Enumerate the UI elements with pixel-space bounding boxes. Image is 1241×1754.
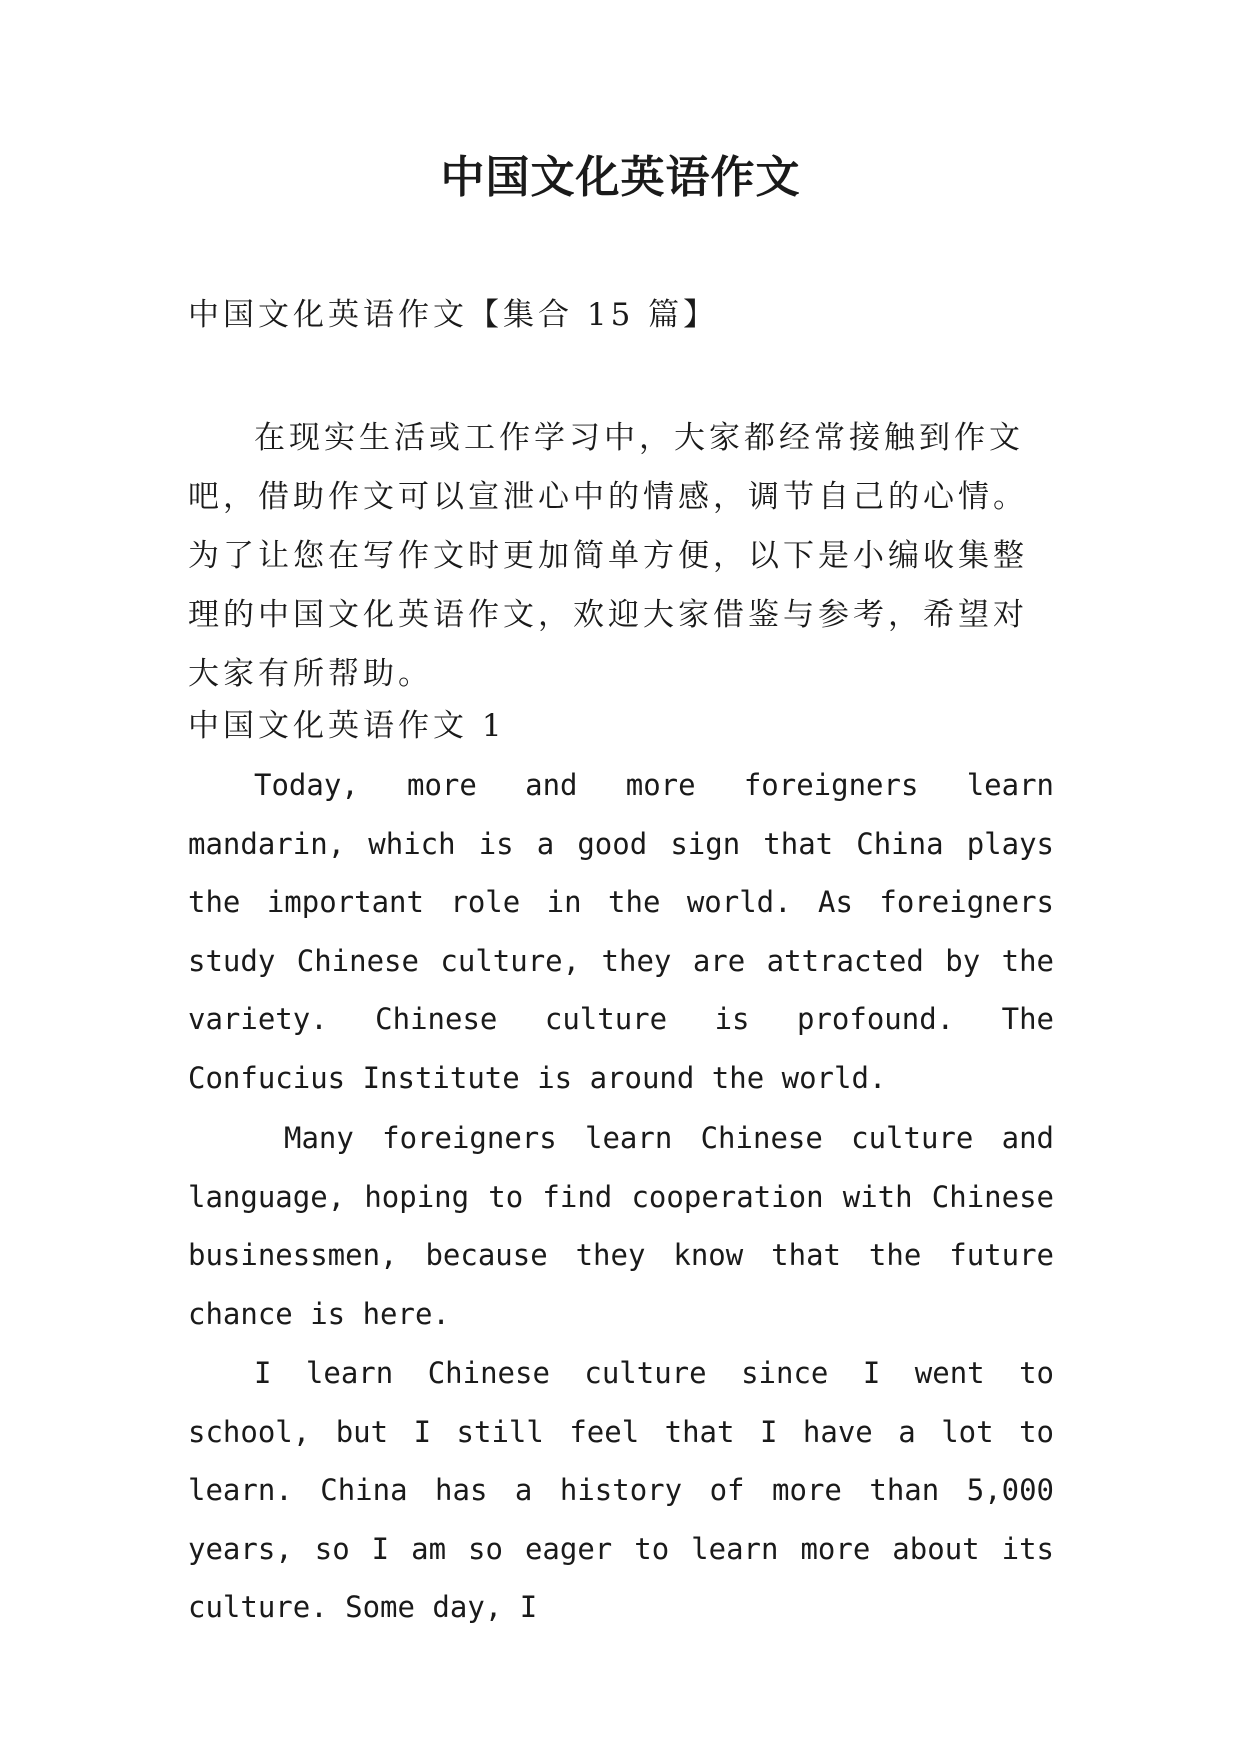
essay-paragraph-3: I learn Chinese culture since I went to school, but I still feel that I have a lot to learn. China has a history of more than 5,000 years, so I am so eager to learn more about its culture. Some day, I — [188, 1356, 1054, 1624]
section-heading: 中国文化英语作文 1 — [188, 708, 506, 744]
essay-paragraph-1: Today, more and more foreigners learn mandarin, which is a good sign that China plays the important role in the world. As foreigners study Chinese culture, they are attracted by the variety. Chinese culture is profound. The Confucius Institute is around the world. — [188, 768, 1054, 1095]
essay-paragraph-2: Many foreigners learn Chinese culture and language, hoping to find cooperation with Chinese businessmen, because they know that the future chance is here. — [188, 1121, 1054, 1331]
intro-paragraph: 在现实生活或工作学习中，大家都经常接触到作文吧，借助作文可以宣泄心中的情感，调节自己的心情。为了让您在写作文时更加简单方便，以下是小编收集整理的中国文化英语作文，欢迎大家借鉴与参考，希望对大家有所帮助。 — [188, 420, 1028, 692]
document-title: 中国文化英语作文 — [440, 152, 801, 203]
document-subtitle: 中国文化英语作文【集合 15 篇】 — [188, 297, 719, 333]
